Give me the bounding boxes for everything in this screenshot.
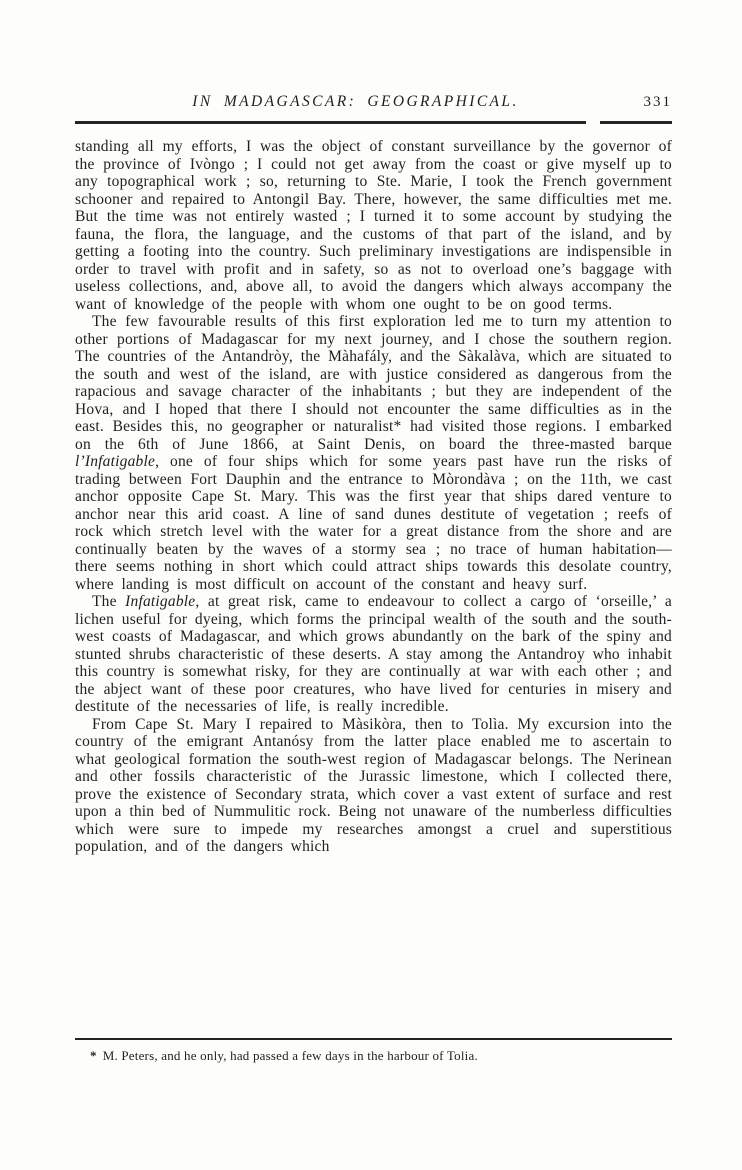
footnote-text (75, 1048, 672, 1064)
page-number: 331 (643, 94, 672, 110)
header-rule-short (600, 121, 672, 124)
header-rule (75, 121, 672, 124)
running-title: IN MADAGASCAR: GEOGRAPHICAL. (192, 93, 519, 110)
paragraph-3: The Infatigable, at great risk, came to endeavour to collect a cargo of ‘orseille,’ a lichen useful for dyeing, which forms the principal wealth of the south and the south-west coasts of Madagascar, and which grows abundantly on the bark of the spiny and stunted shrubs characteristic of these deserts. A stay among the Antandroy who inhabit this country is somewhat risky, for they are continually at war with each other ; and the abject want of these poor creatures, who have lived for centuries in misery and destitute of the necessaries of life, is really incredible. (75, 593, 672, 715)
footnote-marker: * (90, 1048, 97, 1063)
page-body (75, 138, 672, 1036)
page-header (75, 93, 672, 111)
footnote-body: M. Peters, and he only, had passed a few days in the harbour of Tolia. (102, 1048, 478, 1063)
footnote-rule (75, 1038, 672, 1040)
paragraph-2: The few favourable results of this first exploration led me to turn my attention to other portions of Madagascar for my next journey, and I chose the southern region. The countries of the Antandròy, the Màhafály, and the Sàkalàva, which are situated to the south and west of the island, are with justice considered as dangerous from the rapacious and savage character of the inhabitants ; but they are independent of the Hova, and I hoped that there I should not encounter the same difficulties as in the east. Besides this, no geographer or naturalist* had visited those regions. I embarked on the 6th of June 1866, at Saint Denis, on board the three-masted barque l’Infatigable, one of four ships which for some years past have run the risks of trading between Fort Dauphin and the entrance to Mòrondàva ; on the 11th, we cast anchor opposite Cape St. Mary. This was the first year that ships dared venture to anchor near this arid coast. A line of sand dunes destitute of vegetation ; reefs of rock which stretch level with the water for a great distance from the shore and are continually beaten by the waves of a stormy sea ; no trace of human habitation—there seems nothing in short which could attract ships towards this desolate country, where landing is most difficult on account of the constant and heavy surf. (75, 313, 672, 593)
paragraph-1: standing all my efforts, I was the object of constant surveillance by the governor of the province of Ivòngo ; I could not get away from the coast or give myself up to any topographical work ; so, returning to Ste. Marie, I took the French government schooner and repaired to Antongil Bay. There, however, the same difficulties met me. But the time was not entirely wasted ; I turned it to some account by studying the fauna, the flora, the language, and the customs of that part of the island, and by getting a footing into the country. Such preliminary investigations are indispensible in order to travel with profit and in safety, so as not to overload one’s baggage with useless collections, and, above all, to avoid the dangers which always accompany the want of knowledge of the people with whom one ought to be on good terms. (75, 138, 672, 313)
paragraph-4: From Cape St. Mary I repaired to Màsikòra, then to Tolìa. My excursion into the country of the emigrant Antanósy from the latter place enabled me to ascertain to what geological formation the south-west region of Madagascar belongs. The Nerinean and other fossils characteristic of the Jurassic limestone, which I collected there, prove the existence of Secondary strata, which cover a vast extent of surface and rest upon a thin bed of Nummulitic rock. Being not unaware of the numberless difficulties which were sure to impede my researches amongst a cruel and superstitious population, and of the dangers which (75, 715, 672, 855)
footnote-section (75, 1038, 672, 1064)
header-rule-long (75, 121, 586, 124)
